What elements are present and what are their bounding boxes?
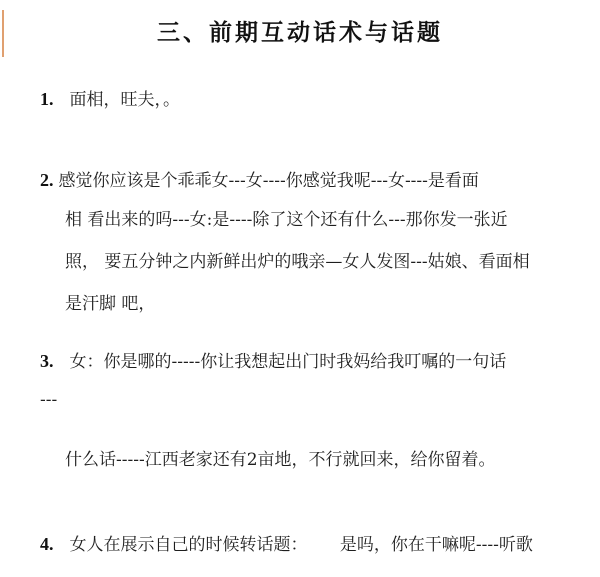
- item-text-continuation: 是汗脚 吧，: [65, 294, 156, 314]
- item-text: 面相，旺夫，。: [69, 90, 180, 110]
- list-item-4: [40, 532, 533, 557]
- item-text-continuation: 什么话-----江西老家还有2亩地，不行就回来，给你留着。: [65, 450, 496, 470]
- item-text: 女人在展示自己的时候转话题： 是吗，你在干嘛呢----听歌: [69, 535, 533, 555]
- item-text-continuation: ---: [40, 390, 58, 410]
- list-item-2: [40, 168, 479, 193]
- item-number: 4.: [40, 534, 54, 554]
- list-item-3: [40, 349, 506, 374]
- item-text: 女：你是哪的-----你让我想起出门时我妈给我叮嘱的一句话: [69, 352, 507, 372]
- item-text-continuation: 相 看出来的吗---女:是----除了这个还有什么---那你发一张近: [65, 210, 508, 230]
- page-title: 三、前期互动话术与话题: [157, 20, 443, 46]
- item-text: 感觉你应该是个乖乖女---女----你感觉我呢---女----是看面: [58, 171, 479, 191]
- item-number: 1.: [40, 89, 54, 109]
- item-number: 3.: [40, 351, 54, 371]
- list-item-1: [40, 87, 180, 112]
- item-text-continuation: 照， 要五分钟之内新鲜出炉的哦亲—女人发图---姑娘、看面相: [65, 252, 530, 272]
- item-number: 2.: [40, 170, 54, 190]
